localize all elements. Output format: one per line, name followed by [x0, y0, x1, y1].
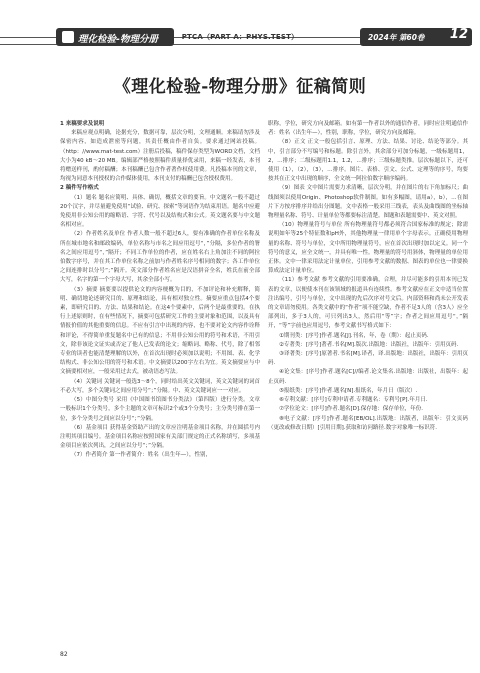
- issue-number: 12: [449, 27, 468, 42]
- paragraph: （8）正文 正文一般包括引言、原理、方法、结果、讨论、结论等部分。其中，引言部分不写编号和标题。除引言外，其余部分可加分标题，一级标题用1，2，…排序；二级标题用1.1，1.2，…排序；三级标题类推。层次标题以下，还可使用（1），（2），（3），…排序。图片、表格、引文、公式、定理等的序号，均要按其在正文中出现的顺序，全文统一阿拉伯数字顺序编码。: [268, 139, 468, 183]
- paragraph: （10）物理量符号与单位 所有物理量符号都必须符合国家标准的规定；除需说明如年等25个特征数和pH外，其他物理量一律用单个字母表示。正确使用物理量的名称、符号与单位，文中所用物理量符号，应在首次出现时加以定义。同一个符号的意义，应全文统一，并具有唯一性。物理量的符号用斜体，物理量的单位用正体。文中一律采用法定计量单位，引用参考文献的数据、图表的单位也一律要换算成法定计量单位。: [268, 222, 468, 275]
- paragraph: （7）作者简介 第一作者简介：姓名（出生年—），性别，: [71, 452, 211, 459]
- right-column: [268, 120, 468, 433]
- issue-info: 2024年 第60卷: [368, 33, 425, 42]
- paragraph: （2）作者姓名及单位 作者人数一般不超过6人，要有准确的作者单位名称及所在城市地名和邮政编码，单位名称与市名之间应用逗号“，”分隔，多位作者的署名之间应用逗号“，”隔开；不同工作单位的作者，应在姓名右上角加注不同的阿拉伯数字序号，并在其工作单位名称之前加与作者姓名序号相同的数字；各工作单位之间连排时以分号“；”隔开。英文部分作者姓名应是汉语拼音全名，姓氏在前全部大写，名字的第一个字母大写，其余全部小写。: [60, 231, 260, 284]
- paragraph: 来稿应观点明确，论据充分，数据可靠，层次分明，文理通顺。来稿请勿涉及保密内容，如造成泄密等问题，其责任概由作者自负。要求通过网站投稿。（http：//www.mat-test.com）注册后投稿，稿件保存类型为WORD文档，文档大小为40 kB～20 MB。编辑部严格按照稿件质量择优录用，来稿一经发表，本刊将赠送样刊，酌付稿酬；本刊稿酬已包含作者著作权使用费。凡投稿本刊的文章，均视为同意本刊授权的合作媒体使用，本刊支付的稿酬已包含授权费用。: [60, 130, 260, 183]
- journal-name: 理化检验-物理分册: [78, 34, 158, 45]
- article-title: 《理化检验-物理分册》征稿简则: [113, 77, 367, 97]
- reference-format: ⑧电子文献：[序号]作者.题名[EB/OL].出版地：出版者，出版年：引文页码（更改或修改日期）[引用日期].获取和访问路径.数字对象唯一标识符.: [268, 415, 468, 431]
- reference-format: ③译著类：[序号]原著者.书名[M].译者，译.出版地：出版社，出版年：引用页码.: [268, 351, 468, 367]
- paragraph: （1）题名 题名应简明、具体、确切，概括文章的要旨。中文题名一般不超过20个汉字，并尽量避免使用“试验、研究、探索”等词语作为结束用语。题名中应避免使用非公知公用的缩略语、字符、代号以及结构式和公式。英文题名要与中文题名相对应。: [60, 194, 260, 229]
- paragraph: （9）图表 文中图片需要力求清晰，层次分明，并在图片的右下角加标尺；曲线图须以使用Origin、Photoshop软件制图。如有多幅图，请用a），b），…在图片下方按序排序并给出分图题。文中表格一般采用三线表，表头及曲线图的坐标轴物理量名称、符号、计量单位等都要标注清楚。图题和表题需要中、英文对照。: [268, 185, 468, 220]
- reference-format: ①期刊类：[序号]作者.题名[J].刊名，年，卷（期）：起止页码.: [279, 332, 429, 339]
- section-heading: 2 稿件写作格式: [60, 185, 99, 192]
- page-number: 82: [60, 651, 68, 658]
- paragraph: （4）关键词 关键词一般选3～8个，同时给出英文关键词，英文关键词的词首不必大写，多个关键词之间应用分号“；”分隔。中、英文关键词应一一对应。: [60, 378, 260, 394]
- paragraph: （3）摘要 摘要要以提供论文的内容梗概为目的，不加评论和补充解释，简明、确切地论述研究目的、原理和结论，具有相对独立性。摘要应重点包括4个要素，即研究目的、方法、结果和结论。在这4个要素中，后两个是最重要的。在执行上述原则时，在有些情况下，摘要可包括研究工作的主要对象和范围，以及具有情报价值的其他重要的信息。不应有引言中出现的内容，也不要对论文内容作诠释和评论，不得简单重复题名中已有的信息；不用非公知公用的符号和术语，不用引文，除非该论文证实或否定了他人已发表的论文；缩略词、略称、代号，除了相邻专业的读者也能清楚理解的以外，在首次出现时必须加以说明；不用图、表、化学结构式、非公知公用的符号和术语。中文摘要以200字左右为宜。英文摘要应与中文摘要相对应，一般采用过去式，被动语态写法。: [60, 286, 260, 376]
- journal-english-name: PTCA（PART A：PHYS.TEST）: [181, 33, 299, 41]
- running-header: [0, 28, 480, 48]
- paragraph: （5）中图分类号 采用《中国图书馆图书分类法》（第四版）进行分类。文章一般标识1个分类号，多个主题的文章可标识2个或3个分类号；主分类号排在第一位，多个分类号之间应以分号“；”分隔。: [60, 397, 260, 422]
- reference-format: ②专著类：[序号]著者.书名[M].版次.出版地：出版社，出版年：引用页码.: [279, 341, 459, 348]
- paragraph: （11）参考文献 参考文献的引用要准确，合理，并尽可能多的引用本刊已发表的文章，以便使本刊在该领域的报道具有连续性。参考文献应在正文中适当位置注出编号，引号与单位，文中出现的先后次序对号文后。内部资料和尚未公开发表的文章请勿使用。各类文献中的“作者”项不能空缺，作者不足3人的（含3人）应全部列出，多于3人的，可只列出3人，然后用“等”字；作者之间应用逗号“，”隔开，“等”字前也应用逗号，参考文献书写格式如下：: [268, 277, 468, 330]
- reference-format: ⑦学位论文：[序号]作者.题名[D].保存地：保存单位，年份.: [279, 406, 423, 413]
- reference-format: ⑤报纸类：[序号]作者.题名[N].报纸名，年月日（版次）.: [279, 387, 418, 394]
- reference-format: ⑥专利文献：[序号]专利申请者.专利题名：专利号[P].年月日.: [279, 397, 428, 404]
- left-column: [60, 120, 260, 461]
- issue-badge: [360, 28, 472, 46]
- reference-format: ④论文集：[序号]作者.题名[C]//编者.论文集名.出版地：出版社，出版年：起止页码.: [268, 369, 468, 385]
- paragraph: 职称，学位，研究方向及邮箱。如有第一作者以外的通信作者，同时应注明通信作者：姓名（出生年—），性别，职称，学位，研究方向及邮箱。: [268, 121, 468, 137]
- section-heading: 1 来稿要求及说明: [60, 121, 105, 127]
- paragraph: （6）基金项目 获得基金资助产出的文章应注明基金项目名称，并在圆括号内注明其项目编号。基金项目名称应按照国家有关部门规定的正式名称填写，多项基金项目应依次列出，之间应以分号“；”分隔。: [60, 424, 260, 450]
